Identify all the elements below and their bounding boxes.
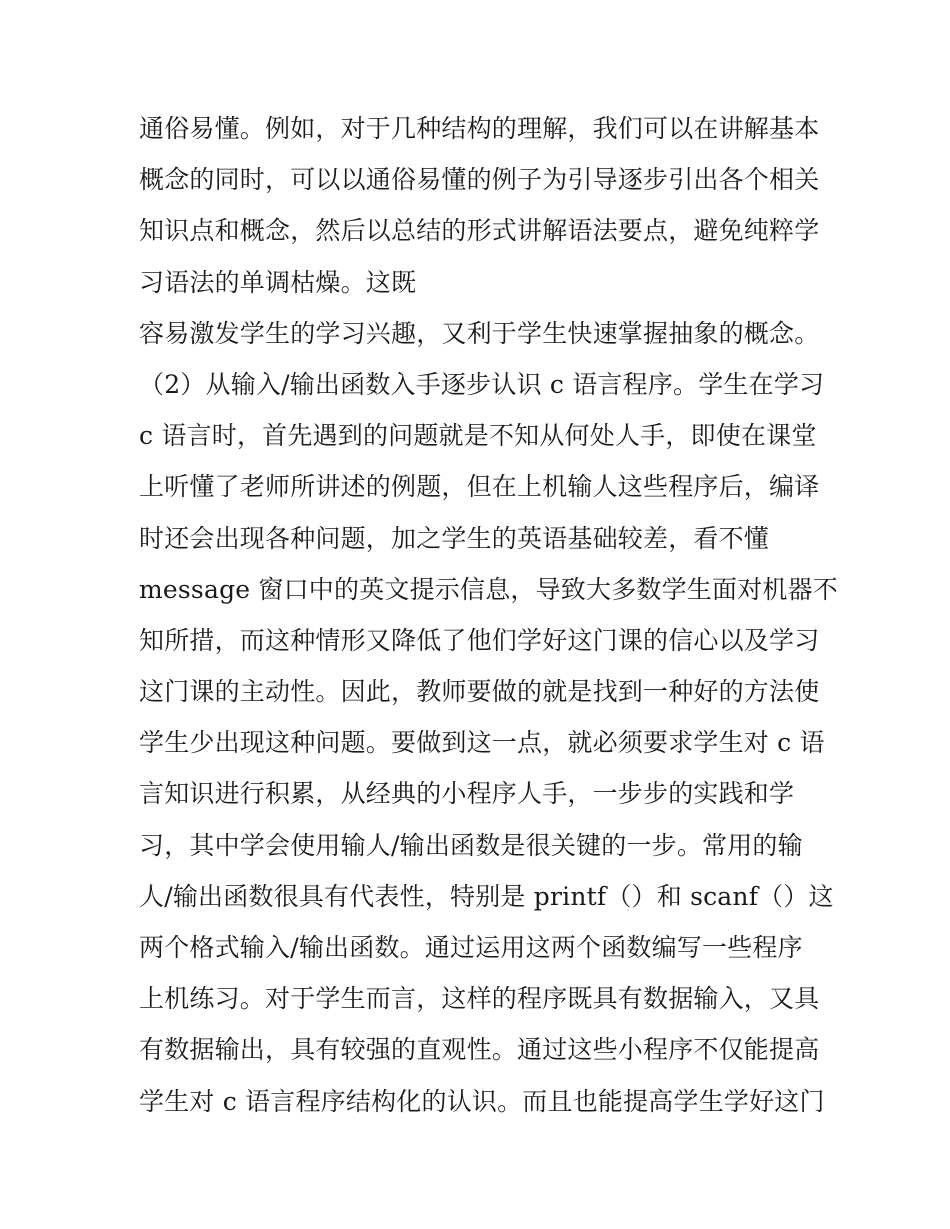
text-line: 言知识进行积累，从经典的小程序人手，一步步的实践和学 (139, 779, 795, 809)
text-line: （2）从输入/输出函数入手逐步认识 c 语言程序。学生在学习 (139, 369, 825, 399)
text-line: 时还会出现各种问题，加之学生的英语基础较差，看不懂 (139, 523, 770, 553)
text-line: 知所措，而这种情形又降低了他们学好这门课的信心以及学习 (139, 625, 820, 655)
text-line: c 语言时，首先遇到的问题就是不知从何处人手，即使在课堂 (139, 421, 817, 451)
text-line: 知识点和概念，然后以总结的形式讲解语法要点，避免纯粹学 (139, 216, 820, 246)
text-line: 两个格式输入/输出函数。通过运用这两个函数编写一些程序 (139, 933, 803, 962)
text-line: 有数据输出，具有较强的直观性。通过这些小程序不仅能提高 (139, 1035, 820, 1065)
text-line: 这门课的主动性。因此，教师要做的就是找到一种好的方法使 (139, 677, 820, 707)
text-line: 上机练习。对于学生而言，这样的程序既具有数据输入，又具 (139, 984, 820, 1014)
text-line: 通俗易懂。例如，对于几种结构的理解，我们可以在讲解基本 (139, 114, 820, 143)
text-line: 上听懂了老师所讲述的例题，但在上机输人这些程序后，编译 (139, 472, 820, 502)
text-line: 容易激发学生的学习兴趣，又利于学生快速掌握抽象的概念。 (139, 318, 820, 348)
text-line: 学生少出现这种问题。要做到这一点，就必须要求学生对 c 语 (139, 728, 825, 758)
text-line: 概念的同时，可以以通俗易懂的例子为引导逐步引出各个相关 (139, 165, 820, 195)
text-line: message 窗口中的英文提示信息，导致大多数学生面对机器不 (139, 574, 839, 604)
text-line: 习语法的单调枯燥。这既 (139, 267, 417, 297)
text-line: 习，其中学会使用输人/输出函数是很关键的一步。常用的输 (139, 830, 803, 860)
body-text (139, 103, 839, 1127)
text-line: 学生对 c 语言程序结构化的认识。而且也能提高学生学好这门 (139, 1086, 825, 1116)
text-line: 人/输出函数很具有代表性，特别是 printf（）和 scanf（）这 (139, 881, 834, 911)
